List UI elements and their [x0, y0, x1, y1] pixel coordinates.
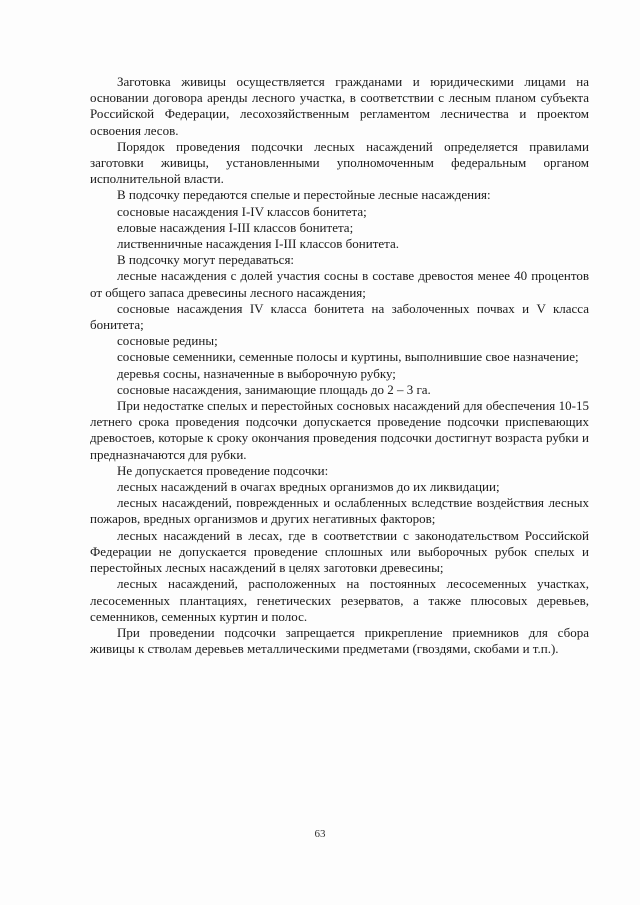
document-body	[90, 74, 589, 657]
paragraph-17: лесных насаждений, поврежденных и ослабленных вследствие воздействия лесных пожаров, вредных организмов и других негативных факторов;	[90, 495, 589, 527]
paragraph-12: деревья сосны, назначенные в выборочную рубку;	[117, 365, 396, 381]
paragraph-7: В подсочку могут передаваться:	[117, 252, 295, 268]
paragraph-3: В подсочку передаются спелые и перестойные лесные насаждения:	[117, 187, 491, 203]
paragraph-18: лесных насаждений в лесах, где в соответствии с законодательством Российской Федерации не допускается проведение сплошных или выборочных рубок спелых и перестойных лесных насаждений в целях заготовки древесины;	[90, 527, 589, 576]
paragraph-8: лесные насаждения с долей участия сосны в составе древостоя менее 40 процентов от общего запаса древесины лесного насаждения;	[90, 268, 589, 300]
paragraph-20: При проведении подсочки запрещается прикрепление приемников для сбора живицы к стволам деревьев металлическими предметами (гвоздями, скобами и т.п.).	[90, 624, 589, 657]
paragraph-2: Порядок проведения подсочки лесных насаждений определяется правилами заготовки живицы, установленными уполномоченным федеральным органом исполнительной власти.	[90, 138, 589, 187]
paragraph-5: еловые насаждения I-III классов бонитета;	[117, 219, 354, 235]
paragraph-15: Не допускается проведение подсочки:	[117, 462, 329, 478]
paragraph-9: сосновые насаждения IV класса бонитета на заболоченных почвах и V класса бонитета;	[90, 300, 589, 333]
paragraph-4: сосновые насаждения I-IV классов бонитета;	[117, 203, 367, 219]
paragraph-1: Заготовка живицы осуществляется гражданами и юридическими лицами на основании договора аренды лесного участка, в соответствии с лесным планом субъекта Российской Федерации, лесохозяйственным регламентом лесничества и проектом освоения лесов.	[90, 74, 589, 138]
paragraph-11: сосновые семенники, семенные полосы и куртины, выполнившие свое назначение;	[117, 349, 579, 365]
page-number: 63	[314, 828, 326, 840]
paragraph-10: сосновые редины;	[117, 333, 218, 349]
paragraph-19: лесных насаждений, расположенных на постоянных лесосеменных участках, лесосеменных плантациях, генетических резерватов, а также плюсовых деревьев, семенников, семенных куртин и полос.	[90, 576, 589, 624]
paragraph-14: При недостатке спелых и перестойных сосновых насаждений для обеспечения 10-15 летнего срока проведения подсочки допускается проведение подсочки приспевающих древостоев, которые к сроку окончания проведения подсочки достигнут возраста рубки и предназначаются для рубки.	[90, 398, 589, 462]
paragraph-16: лесных насаждений в очагах вредных организмов до их ликвидации;	[117, 479, 500, 495]
paragraph-13: сосновые насаждения, занимающие площадь до 2 – 3 га.	[117, 381, 431, 397]
paragraph-6: лиственничные насаждения I-III классов бонитета.	[117, 236, 400, 252]
